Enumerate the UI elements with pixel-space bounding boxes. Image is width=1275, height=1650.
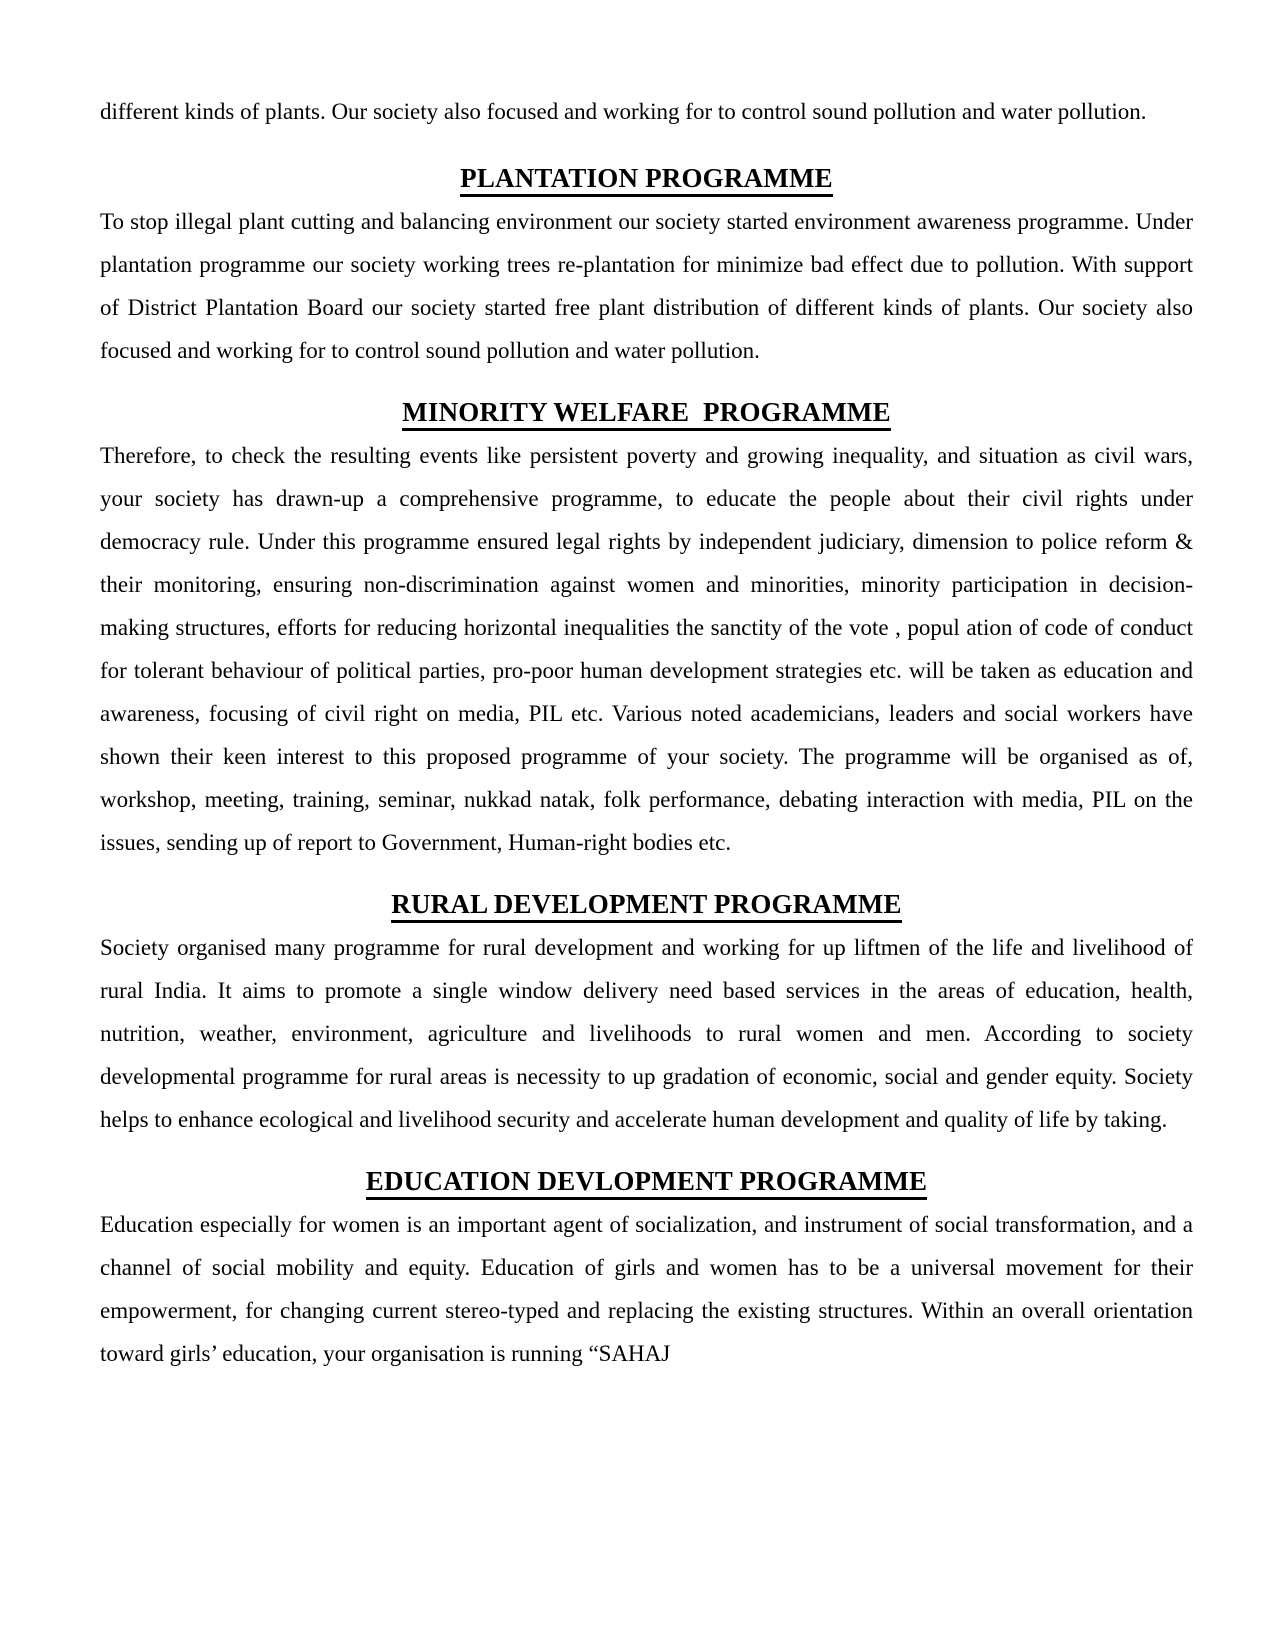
education-development-section-heading (100, 1160, 1193, 1203)
minority-welfare-section-heading (100, 391, 1193, 434)
rural-development-section-paragraph: Society organised many programme for rural development and working for up liftmen of the life and livelihood of rural India. It aims to promote a single window delivery need based services in the areas of education, health, nutrition, weather, environment, agriculture and livelihoods to rural women and men. According to society developmental programme for rural areas is necessity to up gradation of economic, social and gender equity. Society helps to enhance ecological and livelihood security and accelerate human development and quality of life by taking. (100, 935, 1193, 1132)
education-development-section-paragraph: Education especially for women is an important agent of socialization, and instrument of social transformation, and a channel of social mobility and equity. Education of girls and women has to be a universal movement for their empowerment, for changing current stereo-typed and replacing the existing structures. Within an overall orientation toward girls’ education, your organisation is running “SAHAJ (100, 1212, 1193, 1366)
minority-welfare-section-heading-text: MINORITY WELFARE PROGRAMME (402, 397, 891, 431)
education-development-section-heading-text: EDUCATION DEVLOPMENT PROGRAMME (366, 1166, 928, 1200)
rural-development-section-heading (100, 883, 1193, 926)
rural-development-section-heading-text: RURAL DEVELOPMENT PROGRAMME (391, 889, 901, 923)
intro-paragraph: different kinds of plants. Our society also focused and working for to control sound pollution and water pollution. (100, 99, 1147, 124)
plantation-section-heading-text: PLANTATION PROGRAMME (460, 163, 833, 197)
minority-welfare-section-paragraph: Therefore, to check the resulting events like persistent poverty and growing inequality, and situation as civil wars, your society has drawn-up a comprehensive programme, to educate the people about their civil rights under democracy rule. Under this programme ensured legal rights by independent judiciary, dimension to police reform & their monitoring, ensuring non-discrimination against women and minorities, minority participation in decision-making structures, efforts for reducing horizontal inequalities the sanctity of the vote , popul ation of code of conduct for tolerant behaviour of political parties, pro-poor human development strategies etc. will be taken as education and awareness, focusing of civil right on media, PIL etc. Various noted academicians, leaders and social workers have shown their keen interest to this proposed programme of your society. The programme will be organised as of, workshop, meeting, training, seminar, nukkad natak, folk performance, debating interaction with media, PIL on the issues, sending up of report to Government, Human-right bodies etc. (100, 443, 1193, 855)
plantation-section-heading (100, 157, 1193, 200)
plantation-section-paragraph: To stop illegal plant cutting and balancing environment our society started environment awareness programme. Under plantation programme our society working trees re-plantation for minimize bad effect due to pollution. With support of District Plantation Board our society started free plant distribution of different kinds of plants. Our society also focused and working for to control sound pollution and water pollution. (100, 209, 1193, 363)
